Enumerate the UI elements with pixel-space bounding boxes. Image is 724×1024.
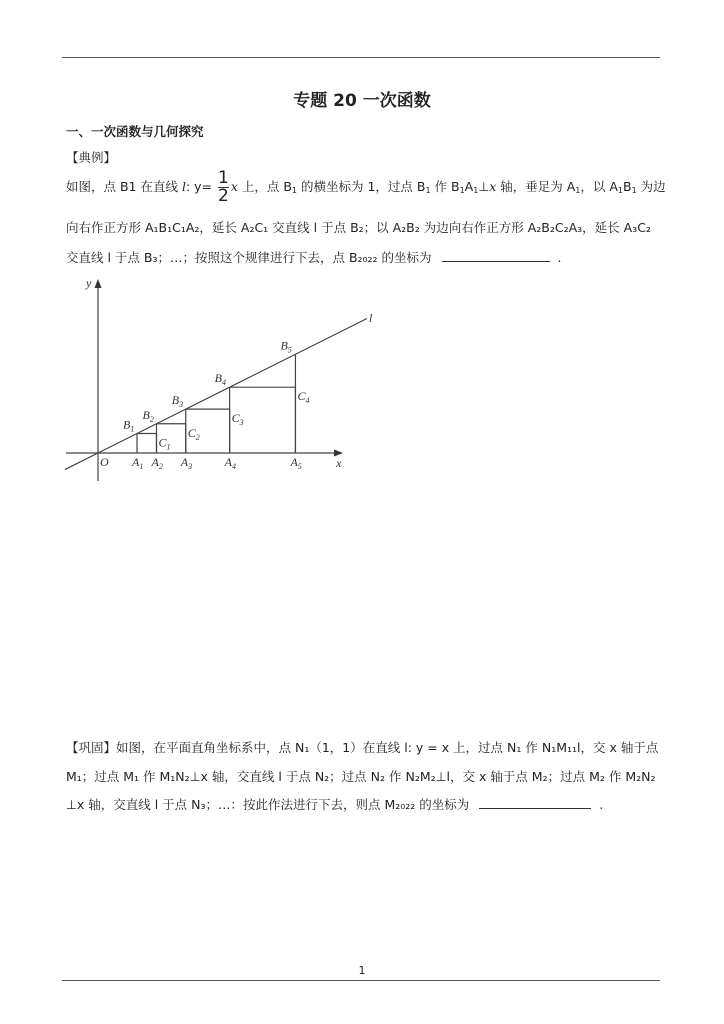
text: : y= [185, 179, 216, 194]
label-B1: $B_1$ [123, 417, 135, 434]
label-A1: $A_1$ [132, 455, 144, 471]
example-tag: 【典例】 [66, 150, 117, 165]
text: 轴，垂足为 A [496, 179, 576, 194]
label-C4: $C_4$ [297, 389, 310, 406]
label-B4: $B_4$ [214, 371, 226, 388]
footer-rule [62, 980, 660, 981]
frac-den: 2 [217, 186, 229, 206]
section-heading: 一、一次函数与几何探究 [66, 124, 204, 139]
label-O: O [100, 455, 109, 469]
label-A5: $A_5$ [290, 455, 302, 471]
label-B3: $B_3$ [171, 393, 184, 410]
label-x: x [336, 456, 342, 470]
text: . [599, 797, 604, 812]
label-C2: $C_2$ [187, 425, 200, 442]
label-A2: $A_2$ [151, 455, 163, 471]
line-l [65, 319, 367, 470]
page-title: 专题 20 一次函数 [293, 91, 431, 111]
consolidate-line-3 [66, 795, 603, 813]
text: ⊥x 轴，交直线 l 于点 N₃；…：按此作法进行下去，则点 M₂₀₂₂ 的坐标为 [66, 797, 470, 812]
label-C3: $C_3$ [231, 411, 244, 428]
label-l: l [369, 311, 373, 325]
label-A4: $A_4$ [224, 455, 236, 471]
answer-blank[interactable] [479, 808, 591, 809]
text: 作 B [430, 179, 460, 194]
example-line-2: 向右作正方形 A₁B₁C₁A₂，延长 A₂C₁ 交直线 l 于点 B₂；以 A₂B₂ 为边向右作正方形 A₂B₂C₂A₃，延长 A₃C₂ [66, 220, 651, 235]
label-y: y [86, 276, 92, 290]
var-x: x [230, 179, 238, 194]
example-line-1: 如图，点 B1 在直线 l: y= $\frac{1}{2}$ x 上，点 $B_1$ 的横坐标为 1，过点 $B_1$ 作 $B_1A_1\perp x$ 轴，垂足为 $A_1$，以 $A_1B_1$ 为边 [66, 168, 666, 206]
page-number: 1 [358, 964, 366, 977]
text: B [623, 179, 632, 194]
text: ⊥ [478, 179, 490, 194]
label-A3: $A_3$ [180, 455, 193, 471]
text: A [464, 179, 474, 194]
var-l: l [181, 179, 186, 194]
consolidate-paragraph [66, 738, 666, 818]
text: 交直线 l 于点 B₃；…；按照这个规律进行下去，点 B₂₀₂₂ 的坐标为 [66, 250, 432, 265]
label-B2: $B_2$ [142, 407, 154, 424]
text: 为边 [636, 179, 666, 194]
text: . [557, 250, 562, 265]
text: ，以 A [580, 179, 618, 194]
consolidate-line-1: 【巩固】如图，在平面直角坐标系中，点 N₁（1，1）在直线 l: y = x 上，过点 N₁ 作 N₁M₁₁l，交 x 轴于点 [66, 740, 659, 755]
y-axis-arrow-icon [95, 279, 102, 288]
label-B5: $B_5$ [280, 338, 292, 355]
frac-num: 1 [217, 168, 229, 188]
consolidate-line-2: M₁；过点 M₁ 作 M₁N₂⊥x 轴，交直线 l 于点 N₂；过点 N₂ 作 N₂M₂⊥l，交 x 轴于点 M₂；过点 M₂ 作 M₂N₂ [66, 769, 656, 784]
text: 如图，点 B1 在直线 [66, 179, 182, 194]
text: 的横坐标为 1，过点 B [297, 179, 426, 194]
text: 上，点 B [237, 179, 292, 194]
label-C1: $C_1$ [158, 435, 171, 452]
